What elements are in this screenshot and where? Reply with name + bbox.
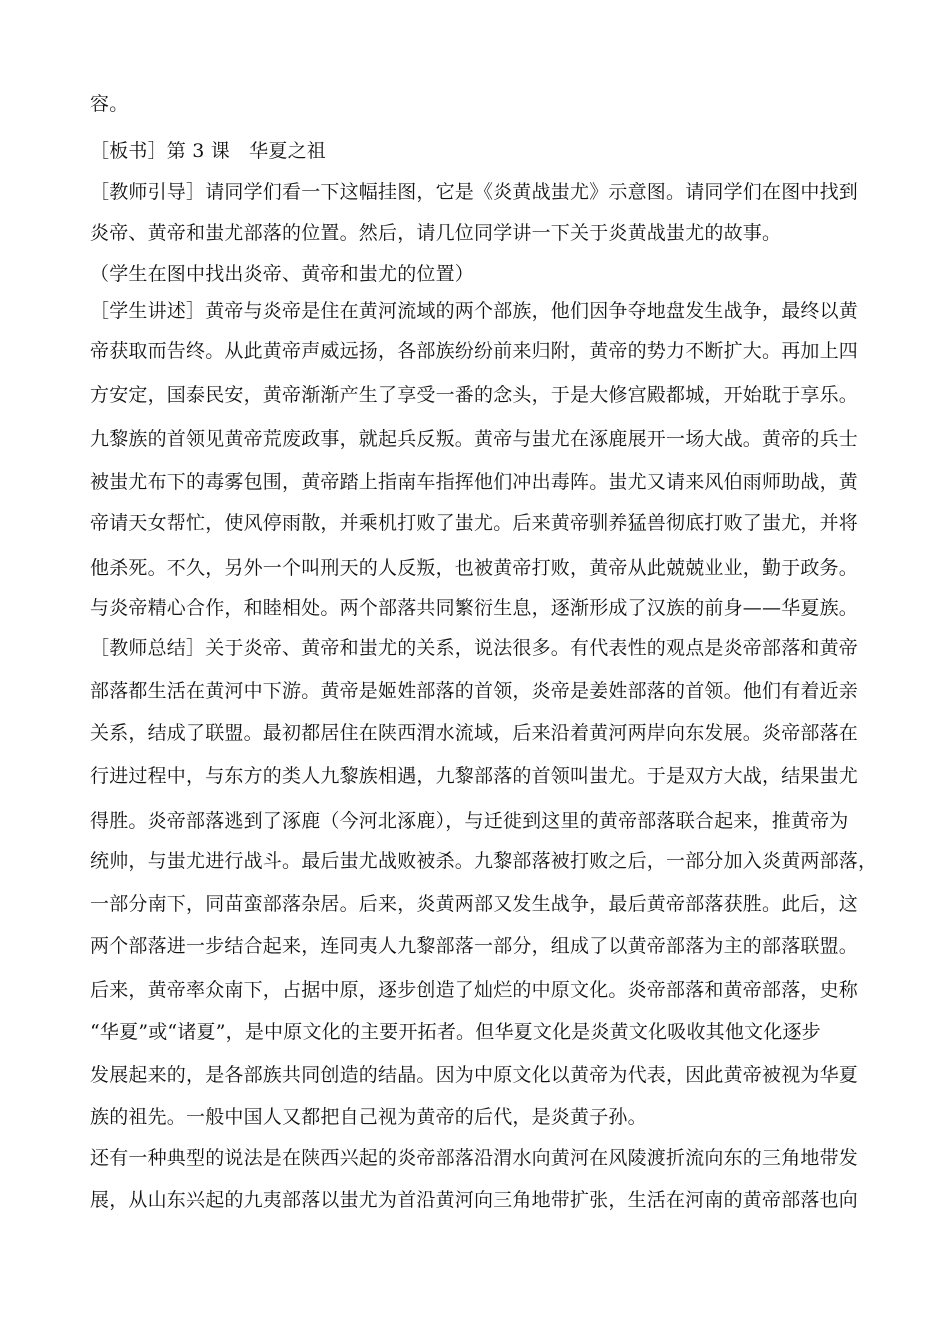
text-line: 一部分南下，同苗蛮部落杂居。后来，炎黄两部又发生战争，最后黄帝部落获胜。此后，这 bbox=[90, 893, 859, 915]
text-line: 后来，黄帝率众南下，占据中原，逐步创造了灿烂的中原文化。炎帝部落和黄帝部落，史称 bbox=[90, 979, 859, 1001]
text-line: ［学生讲述］黄帝与炎帝是住在黄河流域的两个部族，他们因争夺地盘发生战争，最终以黄 bbox=[90, 300, 859, 322]
text-line: 炎帝、黄帝和蚩尤部落的位置。然后，请几位同学讲一下关于炎黄战蚩尤的故事。 bbox=[90, 222, 782, 244]
text-line: （学生在图中找出炎帝、黄帝和蚩尤的位置） bbox=[90, 263, 475, 285]
text-line: 两个部落进一步结合起来，连同夷人九黎部落一部分，组成了以黄帝部落为主的部落联盟。 bbox=[90, 935, 859, 957]
text-line: 他杀死。不久，另外一个叫刑天的人反叛，也被黄帝打败，黄帝从此兢兢业业，勤于政务。 bbox=[90, 557, 859, 579]
text-line: 关系，结成了联盟。最初都居住在陕西渭水流域，后来沿着黄河两岸向东发展。炎帝部落在 bbox=[90, 722, 859, 744]
text-line: 帝请天女帮忙，使风停雨散，并乘机打败了蚩尤。后来黄帝驯养猛兽彻底打败了蚩尤，并将 bbox=[90, 512, 859, 534]
text-line: 发展起来的，是各部族共同创造的结晶。因为中原文化以黄帝为代表，因此黄帝被视为华夏 bbox=[90, 1064, 859, 1086]
text-line: ［教师引导］请同学们看一下这幅挂图，它是《炎黄战蚩尤》示意图。请同学们在图中找到 bbox=[90, 181, 859, 203]
text-line: 部落都生活在黄河中下游。黄帝是姬姓部落的首领，炎帝是姜姓部落的首领。他们有着近亲 bbox=[90, 680, 859, 702]
text-line: 得胜。炎帝部落逃到了涿鹿（今河北涿鹿），与迁徙到这里的黄帝部落联合起来，推黄帝为 bbox=[90, 810, 849, 832]
text-line: 帝获取而告终。从此黄帝声威远扬，各部族纷纷前来归附，黄帝的势力不断扩大。再加上四 bbox=[90, 340, 859, 362]
text-line: 九黎族的首领见黄帝荒废政事，就起兵反叛。黄帝与蚩尤在涿鹿展开一场大战。黄帝的兵士 bbox=[90, 428, 859, 450]
text-line: 展，从山东兴起的九夷部落以蚩尤为首沿黄河向三角地带扩张，生活在河南的黄帝部落也向 bbox=[90, 1189, 859, 1211]
text-line: ［板书］第 3 课 华夏之祖 bbox=[90, 140, 326, 162]
text-line: 还有一种典型的说法是在陕西兴起的炎帝部落沿渭水向黄河在风陵渡折流向东的三角地带发 bbox=[90, 1147, 859, 1169]
text-line: “华夏”或“诸夏”，是中原文化的主要开拓者。但华夏文化是炎黄文化吸收其他文化逐步 bbox=[90, 1021, 821, 1043]
text-line: ［教师总结］关于炎帝、黄帝和蚩尤的关系，说法很多。有代表性的观点是炎帝部落和黄帝 bbox=[90, 637, 859, 659]
text-line: 方安定，国泰民安，黄帝渐渐产生了享受一番的念头，于是大修宫殿都城，开始耽于享乐。 bbox=[90, 384, 859, 406]
text-line: 族的祖先。一般中国人又都把自己视为黄帝的后代，是炎黄子孙。 bbox=[90, 1106, 647, 1128]
text-line: 统帅，与蚩尤进行战斗。最后蚩尤战败被杀。九黎部落被打败之后，一部分加入炎黄两部落， bbox=[90, 850, 878, 872]
text-line: 行进过程中，与东方的类人九黎族相遇，九黎部落的首领叫蚩尤。于是双方大战，结果蚩尤 bbox=[90, 765, 859, 787]
text-line: 被蚩尤布下的毒雾包围，黄帝踏上指南车指挥他们冲出毒阵。蚩尤又请来风伯雨师助战，黄 bbox=[90, 471, 859, 493]
text-line: 与炎帝精心合作，和睦相处。两个部落共同繁衍生息，逐渐形成了汉族的前身——华夏族。 bbox=[90, 597, 859, 619]
text-line: 容。 bbox=[90, 93, 129, 115]
